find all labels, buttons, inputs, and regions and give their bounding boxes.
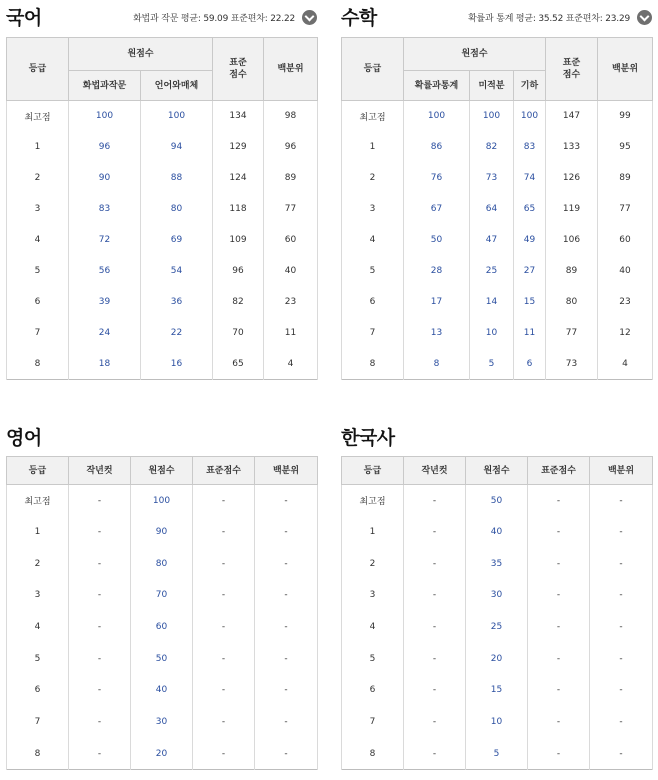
english-panel (6, 420, 317, 775)
table-row (7, 256, 318, 287)
table-cell: - (528, 643, 590, 675)
table-cell: 100 (131, 485, 193, 517)
table-cell: - (404, 611, 466, 643)
history-title: 한국사 (341, 427, 395, 449)
table-cell: 106 (546, 225, 598, 256)
table-row (342, 194, 653, 225)
table-row (7, 163, 318, 194)
table-cell: 2 (342, 548, 404, 580)
table-cell: 30 (131, 706, 193, 738)
history-panel (341, 420, 652, 775)
table-cell: 23 (598, 287, 653, 318)
table-cell: 73 (546, 349, 598, 380)
table-cell: - (528, 738, 590, 770)
table-cell: 94 (141, 132, 213, 163)
english-table (6, 456, 318, 770)
table-cell: 2 (7, 163, 69, 194)
table-row (342, 132, 653, 163)
table-cell: - (69, 548, 131, 580)
table-cell: 28 (404, 256, 470, 287)
col-grade: 등급 (342, 457, 404, 485)
col-pct: 백분위 (255, 457, 318, 485)
table-cell: - (69, 706, 131, 738)
table-cell: 4 (342, 225, 404, 256)
table-cell: 8 (404, 349, 470, 380)
table-cell: 83 (69, 194, 141, 225)
table-cell: - (193, 485, 255, 517)
table-cell: 70 (131, 580, 193, 612)
table-cell: 88 (141, 163, 213, 194)
col-grade: 등급 (7, 457, 69, 485)
table-cell: 119 (546, 194, 598, 225)
table-cell: 40 (131, 675, 193, 707)
col-sub1: 화법과작문 (69, 71, 141, 101)
table-cell: - (528, 580, 590, 612)
col-std: 표준점수 (193, 457, 255, 485)
table-cell: 5 (342, 643, 404, 675)
table-cell: 40 (466, 516, 528, 548)
table-cell: - (193, 643, 255, 675)
table-cell: 89 (546, 256, 598, 287)
table-cell: 65 (213, 349, 264, 380)
table-row (7, 318, 318, 349)
table-cell: 5 (7, 256, 69, 287)
table-cell: - (255, 738, 318, 770)
table-row (7, 706, 318, 738)
table-cell: 98 (264, 101, 318, 132)
korean-header (6, 0, 317, 32)
table-cell: 6 (342, 287, 404, 318)
table-cell: 72 (69, 225, 141, 256)
col-std: 표준 점수 (213, 38, 264, 101)
math-stat: 확률과 통계 평균: 35.52 표준편차: 23.29 (468, 14, 630, 24)
table-cell: 최고점 (7, 485, 69, 517)
table-cell: 11 (514, 318, 546, 349)
table-cell: 36 (141, 287, 213, 318)
table-cell: - (255, 485, 318, 517)
table-cell: - (69, 580, 131, 612)
table-cell: - (404, 548, 466, 580)
col-pct: 백분위 (598, 38, 653, 101)
table-cell: 74 (514, 163, 546, 194)
table-row (7, 738, 318, 770)
table-row (342, 287, 653, 318)
table-cell: 4 (7, 611, 69, 643)
table-cell: - (193, 580, 255, 612)
table-cell: 90 (131, 516, 193, 548)
table-cell: 18 (69, 349, 141, 380)
table-cell: 7 (7, 318, 69, 349)
table-cell: - (255, 548, 318, 580)
table-cell: 5 (7, 643, 69, 675)
table-row (342, 101, 653, 132)
table-cell: 8 (342, 349, 404, 380)
table-cell: - (590, 675, 653, 707)
col-grade: 등급 (342, 38, 404, 101)
table-cell: - (193, 706, 255, 738)
table-cell: 14 (470, 287, 514, 318)
table-cell: 90 (69, 163, 141, 194)
korean-stat: 화법과 작문 평균: 59.09 표준편차: 22.22 (133, 14, 295, 24)
table-cell: 76 (404, 163, 470, 194)
table-cell: - (69, 611, 131, 643)
korean-panel (6, 0, 317, 388)
col-std: 표준점수 (528, 457, 590, 485)
table-cell: - (528, 485, 590, 517)
table-cell: 15 (514, 287, 546, 318)
table-cell: - (255, 516, 318, 548)
table-cell: 96 (264, 132, 318, 163)
table-row (7, 101, 318, 132)
table-cell: 77 (546, 318, 598, 349)
table-row (342, 580, 653, 612)
table-cell: 96 (213, 256, 264, 287)
korean-rows (7, 101, 318, 380)
table-cell: 23 (264, 287, 318, 318)
table-cell: 50 (131, 643, 193, 675)
english-header (6, 420, 317, 452)
table-cell: 134 (213, 101, 264, 132)
table-cell: - (590, 611, 653, 643)
table-cell: 1 (7, 132, 69, 163)
table-cell: 96 (69, 132, 141, 163)
table-cell: - (404, 580, 466, 612)
table-cell: 82 (470, 132, 514, 163)
table-cell: 3 (342, 194, 404, 225)
col-std: 표준 점수 (546, 38, 598, 101)
table-cell: - (255, 643, 318, 675)
table-cell: 47 (470, 225, 514, 256)
table-cell: - (193, 675, 255, 707)
table-cell: - (69, 738, 131, 770)
table-cell: - (69, 675, 131, 707)
table-cell: 1 (342, 516, 404, 548)
col-pct: 백분위 (590, 457, 653, 485)
table-cell: - (528, 548, 590, 580)
table-cell: 99 (598, 101, 653, 132)
table-row (7, 194, 318, 225)
table-row (342, 516, 653, 548)
table-row (7, 611, 318, 643)
table-cell: 80 (141, 194, 213, 225)
table-cell: 6 (514, 349, 546, 380)
table-cell: 126 (546, 163, 598, 194)
table-cell: - (590, 516, 653, 548)
table-cell: 77 (264, 194, 318, 225)
table-row (7, 225, 318, 256)
table-row (342, 256, 653, 287)
table-cell: 4 (342, 611, 404, 643)
table-row (342, 611, 653, 643)
table-cell: 5 (466, 738, 528, 770)
table-cell: 77 (598, 194, 653, 225)
table-row (7, 516, 318, 548)
table-cell: 40 (264, 256, 318, 287)
table-cell: - (193, 516, 255, 548)
table-cell: 25 (466, 611, 528, 643)
table-cell: - (590, 738, 653, 770)
table-cell: 24 (69, 318, 141, 349)
table-cell: 89 (598, 163, 653, 194)
col-raw: 원점수 (69, 38, 213, 71)
table-cell: - (69, 643, 131, 675)
table-cell: 1 (7, 516, 69, 548)
table-cell: 20 (131, 738, 193, 770)
table-cell: 65 (514, 194, 546, 225)
table-cell: 12 (598, 318, 653, 349)
math-rows (342, 101, 653, 380)
table-cell: - (193, 611, 255, 643)
table-cell: 73 (470, 163, 514, 194)
table-cell: 129 (213, 132, 264, 163)
table-cell: 3 (7, 580, 69, 612)
table-cell: 100 (470, 101, 514, 132)
table-cell: - (404, 485, 466, 517)
table-cell: 100 (69, 101, 141, 132)
table-cell: 60 (131, 611, 193, 643)
col-raw: 원점수 (466, 457, 528, 485)
table-cell: - (528, 706, 590, 738)
col-raw: 원점수 (131, 457, 193, 485)
table-cell: 10 (466, 706, 528, 738)
table-cell: 4 (264, 349, 318, 380)
table-cell: 60 (264, 225, 318, 256)
table-row (342, 318, 653, 349)
math-header (341, 0, 652, 32)
table-row (342, 738, 653, 770)
table-cell: - (255, 706, 318, 738)
table-cell: - (590, 643, 653, 675)
table-cell: 64 (470, 194, 514, 225)
col-grade: 등급 (7, 38, 69, 101)
table-cell: 83 (514, 132, 546, 163)
table-cell: 100 (404, 101, 470, 132)
col-pct: 백분위 (264, 38, 318, 101)
table-cell: 80 (546, 287, 598, 318)
korean-table (6, 37, 318, 380)
table-row (7, 675, 318, 707)
table-cell: 5 (470, 349, 514, 380)
table-row (342, 163, 653, 194)
table-cell: - (528, 516, 590, 548)
table-row (7, 643, 318, 675)
table-cell: 56 (69, 256, 141, 287)
table-cell: 100 (514, 101, 546, 132)
table-cell: 25 (470, 256, 514, 287)
table-cell: 30 (466, 580, 528, 612)
table-cell: - (404, 643, 466, 675)
table-cell: - (255, 675, 318, 707)
table-cell: 39 (69, 287, 141, 318)
table-cell: 70 (213, 318, 264, 349)
english-rows (7, 485, 318, 770)
table-cell: 15 (466, 675, 528, 707)
table-row (7, 349, 318, 380)
table-cell: 6 (7, 287, 69, 318)
table-cell: - (590, 706, 653, 738)
table-cell: 5 (342, 256, 404, 287)
math-table (341, 37, 653, 380)
table-cell: 7 (342, 318, 404, 349)
table-cell: 8 (342, 738, 404, 770)
table-cell: - (255, 580, 318, 612)
table-row (7, 132, 318, 163)
english-title: 영어 (6, 427, 42, 449)
table-cell: 147 (546, 101, 598, 132)
table-cell: 7 (7, 706, 69, 738)
table-row (342, 706, 653, 738)
table-cell: - (590, 548, 653, 580)
table-cell: 최고점 (7, 101, 69, 132)
chevron-down-icon[interactable] (302, 10, 317, 25)
table-cell: 49 (514, 225, 546, 256)
table-cell: 69 (141, 225, 213, 256)
table-cell: 11 (264, 318, 318, 349)
table-cell: - (590, 580, 653, 612)
table-cell: 10 (470, 318, 514, 349)
table-cell: - (404, 738, 466, 770)
table-row (7, 548, 318, 580)
table-cell: 최고점 (342, 101, 404, 132)
table-cell: 8 (7, 349, 69, 380)
table-cell: 6 (7, 675, 69, 707)
table-cell: 16 (141, 349, 213, 380)
history-header (341, 420, 652, 452)
table-cell: 40 (598, 256, 653, 287)
table-cell: 80 (131, 548, 193, 580)
table-cell: 4 (7, 225, 69, 256)
table-cell: 27 (514, 256, 546, 287)
table-cell: 4 (598, 349, 653, 380)
table-cell: 86 (404, 132, 470, 163)
table-cell: 13 (404, 318, 470, 349)
korean-title: 국어 (6, 7, 42, 29)
table-cell: - (528, 611, 590, 643)
table-cell: 2 (342, 163, 404, 194)
table-cell: 6 (342, 675, 404, 707)
table-cell: - (193, 548, 255, 580)
table-cell: 7 (342, 706, 404, 738)
table-cell: 118 (213, 194, 264, 225)
col-sub1: 확률과통계 (404, 71, 470, 101)
table-cell: 35 (466, 548, 528, 580)
table-cell: - (404, 675, 466, 707)
table-cell: - (69, 516, 131, 548)
table-cell: 3 (342, 580, 404, 612)
table-row (7, 485, 318, 517)
col-raw: 원점수 (404, 38, 546, 71)
col-cut: 작년컷 (69, 457, 131, 485)
table-cell: 100 (141, 101, 213, 132)
table-cell: 82 (213, 287, 264, 318)
table-row (342, 225, 653, 256)
table-row (7, 580, 318, 612)
chevron-down-icon[interactable] (637, 10, 652, 25)
math-panel (341, 0, 652, 388)
table-cell: 89 (264, 163, 318, 194)
table-cell: - (69, 485, 131, 517)
table-cell: 17 (404, 287, 470, 318)
table-cell: 124 (213, 163, 264, 194)
col-sub3: 기하 (514, 71, 546, 101)
table-row (7, 287, 318, 318)
history-table (341, 456, 653, 770)
table-cell: 50 (404, 225, 470, 256)
table-cell: 22 (141, 318, 213, 349)
table-cell: - (404, 516, 466, 548)
table-cell: 109 (213, 225, 264, 256)
history-rows (342, 485, 653, 770)
table-cell: - (193, 738, 255, 770)
table-cell: - (528, 675, 590, 707)
table-cell: 54 (141, 256, 213, 287)
table-cell: 1 (342, 132, 404, 163)
col-sub2: 미적분 (470, 71, 514, 101)
table-cell: 20 (466, 643, 528, 675)
table-cell: 133 (546, 132, 598, 163)
table-cell: 8 (7, 738, 69, 770)
col-cut: 작년컷 (404, 457, 466, 485)
table-cell: 50 (466, 485, 528, 517)
table-cell: 3 (7, 194, 69, 225)
table-row (342, 485, 653, 517)
col-sub2: 언어와매체 (141, 71, 213, 101)
table-cell: - (590, 485, 653, 517)
table-cell: 2 (7, 548, 69, 580)
math-title: 수학 (341, 7, 377, 29)
table-cell: 67 (404, 194, 470, 225)
table-cell: 60 (598, 225, 653, 256)
table-cell: - (255, 611, 318, 643)
table-row (342, 675, 653, 707)
table-cell: - (404, 706, 466, 738)
table-row (342, 548, 653, 580)
table-cell: 95 (598, 132, 653, 163)
table-row (342, 643, 653, 675)
table-row (342, 349, 653, 380)
table-cell: 최고점 (342, 485, 404, 517)
